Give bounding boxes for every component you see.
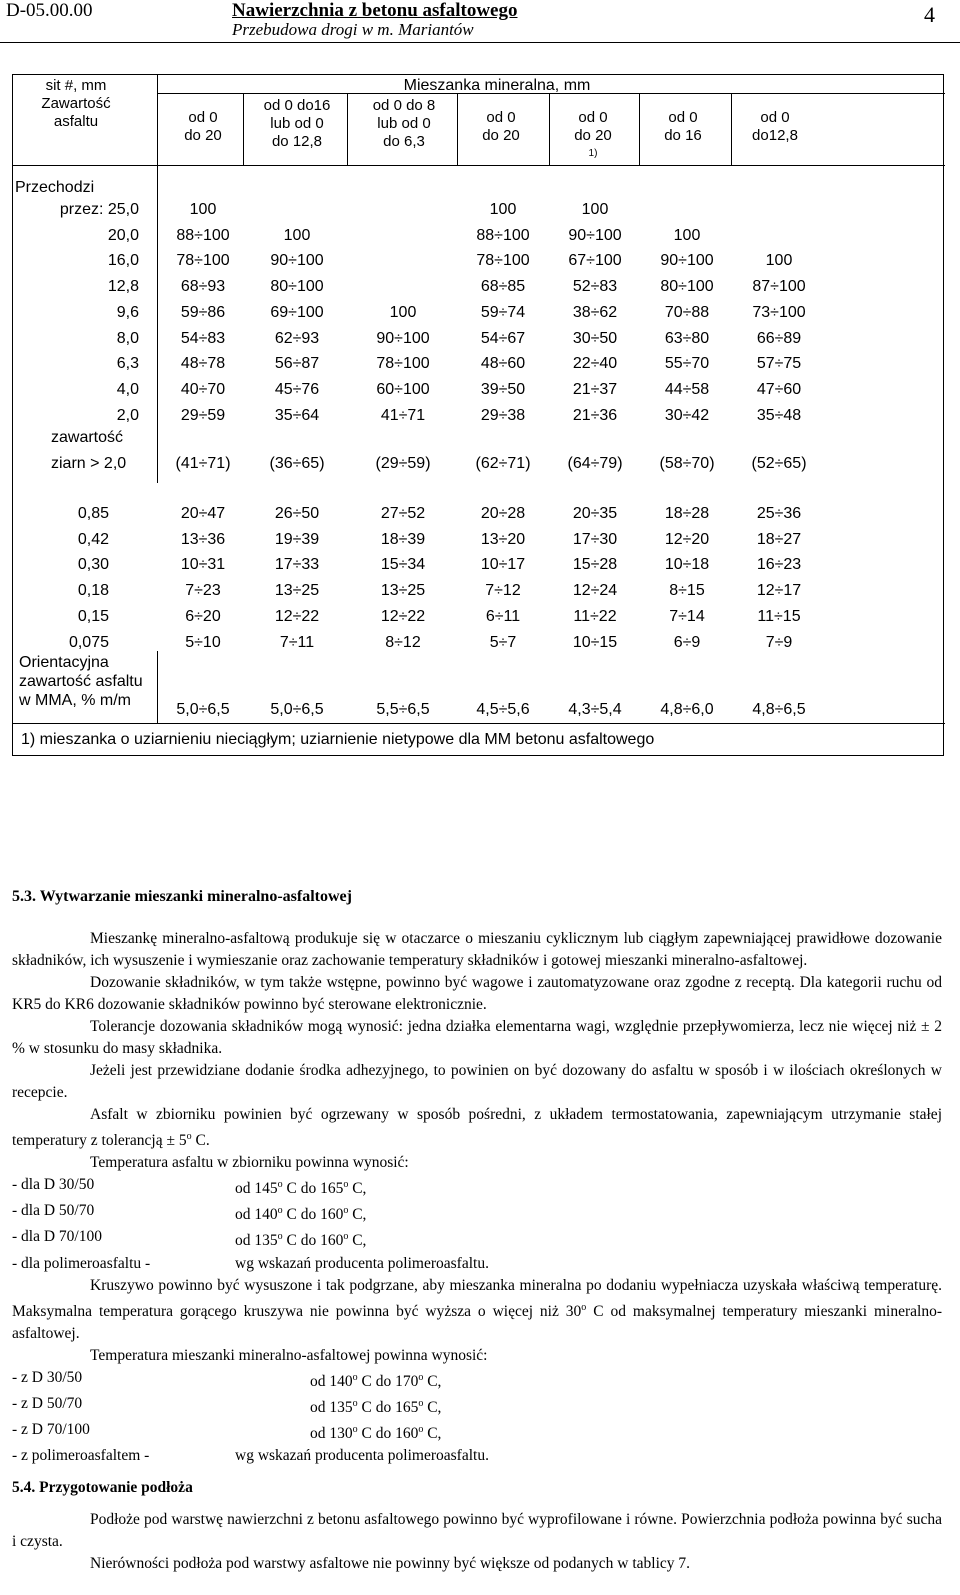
table-cell: 11÷22 <box>573 607 617 625</box>
table-cell: 12÷17 <box>756 582 802 600</box>
table-cell: 100 <box>581 201 609 218</box>
table-cell: 5÷7 <box>489 633 517 651</box>
temp-row: - z D 30/50 od 140$^o$ C do 170$^o$ C, <box>12 1368 442 1390</box>
table-cell: 66÷89 <box>756 329 802 347</box>
group-header: Mieszanka mineralna, mm <box>403 77 591 94</box>
table-cell: 68÷85 <box>480 278 526 296</box>
row-label: 0,18 <box>77 582 109 600</box>
mma-cell: 4,3÷5,4 <box>568 701 622 718</box>
table-cell: 12÷22 <box>380 607 426 625</box>
para-unevenness: Nierówności podłoża pod warstwy asfaltowe nie powinny być większe od podanych w tablicy 7. <box>90 1555 691 1573</box>
table-cell: 80÷100 <box>270 278 324 296</box>
temp-row: - dla D 70/100 od 135$^o$ C do 160$^o$ C, <box>12 1228 367 1250</box>
mma-cell: 5,0÷6,5 <box>270 701 324 718</box>
table-cell: 67÷100 <box>568 252 622 270</box>
table-cell: 48÷78 <box>180 355 226 373</box>
table-cell: 90÷100 <box>568 226 622 244</box>
table-cell: 41÷71 <box>380 406 426 424</box>
table-cell: 27÷52 <box>380 505 426 522</box>
grain-cell: (58÷70) <box>659 455 715 472</box>
table-cell: 17÷33 <box>274 556 320 574</box>
table-cell: 70÷88 <box>664 303 710 321</box>
row-label: 6,3 <box>116 355 139 373</box>
table-cell: 100 <box>389 303 417 321</box>
mma-cell: 5,0÷6,5 <box>176 701 230 718</box>
row-label: 2,0 <box>116 406 139 424</box>
table-cell: 7÷11 <box>279 633 315 651</box>
col-header-5: od 0 do 20 $^{1)}$ <box>574 109 612 159</box>
table-cell: 13÷25 <box>274 582 320 600</box>
row-label: 12,8 <box>107 278 139 296</box>
table-column-rule <box>457 93 458 165</box>
row-label: 8,0 <box>116 329 139 347</box>
table-cell: 100 <box>189 201 217 218</box>
table-cell: 29÷38 <box>480 406 526 424</box>
table-cell: 45÷76 <box>274 380 320 398</box>
table-cell: 78÷100 <box>376 355 430 373</box>
table-cell: 59÷86 <box>180 303 226 321</box>
table-cell: 38÷62 <box>572 303 618 321</box>
table-cell: 12÷20 <box>664 530 710 548</box>
table-cell: 100 <box>283 226 311 244</box>
table-cell: 87÷100 <box>752 278 806 296</box>
row-label: przez: 25,0 <box>59 201 139 218</box>
table-cell: 47÷60 <box>756 380 802 398</box>
table-cell: 88÷100 <box>176 226 230 244</box>
table-cell: 80÷100 <box>660 278 714 296</box>
temp-row: - z D 70/100 od 130$^o$ C do 160$^o$ C, <box>12 1421 442 1443</box>
row-label: 20,0 <box>107 226 139 244</box>
table-column-rule <box>157 75 158 165</box>
row-label: 0,30 <box>77 556 109 574</box>
table-cell: 60÷100 <box>376 380 430 398</box>
table-cell: 22÷40 <box>572 355 618 373</box>
table-cell: 35÷48 <box>756 406 802 424</box>
mma-cell: 4,8÷6,5 <box>752 701 806 718</box>
page-header <box>0 0 960 44</box>
table-cell: 35÷64 <box>274 406 320 424</box>
spec-code: D-05.00.00 <box>6 0 93 21</box>
poly-asphalt-row: - dla polimeroasfaltu - wg wskazań producenta polimeroasfaltu. <box>12 1254 489 1272</box>
header-rule <box>0 42 960 43</box>
table-cell: 19÷39 <box>274 530 320 548</box>
table-cell: 44÷58 <box>664 380 710 398</box>
grain-cell: (52÷65) <box>751 455 807 472</box>
table-cell: 40÷70 <box>180 380 226 398</box>
table-row-rule <box>13 723 945 724</box>
table-cell: 17÷30 <box>572 530 618 548</box>
table-cell: 7÷23 <box>185 582 221 600</box>
grain-cell: (36÷65) <box>269 455 325 472</box>
para-base: Podłoże pod warstwę nawierzchni z betonu asfaltowego powinno być wyprofilowane i równe. Powierzchnia podłoża powinna być sucha i czysta. <box>12 1511 942 1551</box>
row-label: 9,6 <box>116 303 139 321</box>
temp-row: - dla D 50/70 od 140$^o$ C do 160$^o$ C, <box>12 1202 367 1224</box>
table-cell: 90÷100 <box>376 329 430 347</box>
para-asphalt-temp: Temperatura asfaltu w zbiorniku powinna wynosić: <box>90 1154 409 1172</box>
table-cell: 18÷27 <box>756 530 802 548</box>
table-column-rule <box>157 165 158 483</box>
table-cell: 7÷14 <box>669 607 705 625</box>
col-header-1: od 0 do 20 <box>184 109 222 144</box>
table-column-rule <box>731 93 732 165</box>
table-cell: 13÷20 <box>480 530 526 548</box>
heading-5-3: 5.3. Wytwarzanie mieszanki mineralno-asfaltowej <box>12 888 352 905</box>
table-cell: 11÷15 <box>757 607 801 625</box>
table-cell: 25÷36 <box>756 505 802 522</box>
table-cell: 8÷15 <box>669 582 705 600</box>
table-cell: 30÷50 <box>572 329 618 347</box>
table-cell: 73÷100 <box>752 303 806 321</box>
table-cell: 39÷50 <box>480 380 526 398</box>
table-cell: 62÷93 <box>274 329 320 347</box>
section-5-3 <box>12 886 942 1575</box>
project-subtitle: Przebudowa drogi w m. Mariantów <box>232 20 474 39</box>
table-cell: 8÷12 <box>385 633 421 651</box>
table-column-rule <box>157 651 158 723</box>
table-cell: 15÷28 <box>572 556 618 574</box>
table-row-rule <box>157 93 945 94</box>
table-cell: 88÷100 <box>476 226 530 244</box>
table-cell: 26÷50 <box>274 505 320 522</box>
table-cell: 29÷59 <box>180 406 226 424</box>
table-cell: 10÷15 <box>572 633 618 651</box>
table-cell: 54÷83 <box>180 329 226 347</box>
table-cell: 12÷22 <box>274 607 320 625</box>
row-label: 4,0 <box>116 380 139 398</box>
table-cell: 52÷83 <box>572 278 618 296</box>
table-cell: 100 <box>489 201 517 218</box>
col-header-7: od 0 do12,8 <box>752 109 798 144</box>
para-aggregate: Kruszywo powinno być wysuszone i tak podgrzane, aby mieszanka mineralna po dodaniu wypełniacza uzyskała właściwą temperaturę. Maksymalna temperatura gorącego kruszywa nie powinna być wyższa o więcej niż 30$^o$ C od maksymalnej temperatury mieszanki mineralno-asfaltowej. <box>12 1276 942 1342</box>
para-mix-temp: Temperatura mieszanki mineralno-asfaltowej powinna wynosić: <box>90 1346 488 1364</box>
table-cell: 48÷60 <box>480 355 526 373</box>
table-cell: 6÷11 <box>485 607 521 625</box>
table-cell: 57÷75 <box>756 355 802 373</box>
para-dosing: Dozowanie składników, w tym także wstępne, powinno być wagowe i zautomatyzowane oraz zgodne z receptą. Dla kategorii ruchu od KR5 do KR6 dozowanie składników powinno być sterowane elektronicznie. <box>12 974 942 1013</box>
pass-label: Przechodzi <box>15 179 95 196</box>
para-asphalt-heating: Asfalt w zbiorniku powinien być ogrzewany w sposób pośredni, z układem termostatowania, zapewniającym utrzymanie stałej temperatury z tolerancją ± $5^o$ C. <box>12 1106 942 1150</box>
table-cell: 68÷93 <box>180 278 226 296</box>
mix-temp-list <box>12 1367 942 1445</box>
table-cell: 18÷28 <box>664 505 710 522</box>
table-cell: 69÷100 <box>270 303 324 321</box>
table-cell: 10÷31 <box>180 556 226 574</box>
table-cell: 12÷24 <box>572 582 618 600</box>
table-cell: 90÷100 <box>270 252 324 270</box>
table-cell: 100 <box>673 226 701 244</box>
table-cell: 90÷100 <box>660 252 714 270</box>
table-cell: 63÷80 <box>664 329 710 347</box>
table-cell: 6÷9 <box>673 633 701 651</box>
col-header-6: od 0 do 16 <box>664 109 702 144</box>
col-header-2: od 0 do16 lub od 0 do 12,8 <box>263 97 331 150</box>
table-cell: 20÷47 <box>180 505 226 522</box>
table-cell: 13÷36 <box>180 530 226 548</box>
col-header-4: od 0 do 20 <box>482 109 520 144</box>
corner-header: sit #, mm Zawartość asfaltu <box>41 77 111 130</box>
table-cell: 20÷35 <box>572 505 618 522</box>
table-column-rule <box>243 93 244 165</box>
table-cell: 21÷36 <box>572 406 618 424</box>
table-cell: 21÷37 <box>572 380 618 398</box>
table-cell: 55÷70 <box>664 355 710 373</box>
row-label: 0,85 <box>77 505 109 522</box>
table-cell: 13÷25 <box>380 582 426 600</box>
grain-cell: (29÷59) <box>375 455 431 472</box>
table-column-rule <box>549 93 550 165</box>
table-cell: 18÷39 <box>380 530 426 548</box>
mma-label: Orientacyjna zawartość asfaltu w MMA, % m/m <box>19 654 143 709</box>
table-cell: 59÷74 <box>480 303 526 321</box>
table-cell: 30÷42 <box>664 406 710 424</box>
table-cell: 15÷34 <box>380 556 426 574</box>
row-label: 0,42 <box>77 530 109 548</box>
grain-cell: (64÷79) <box>567 455 623 472</box>
grain-cell: (41÷71) <box>175 455 231 472</box>
table-cell: 10÷18 <box>664 556 710 574</box>
grading-table <box>12 74 944 756</box>
para-adhesion: Jeżeli jest przewidziane dodanie środka adhezyjnego, to powinien on być dozowany do asfaltu w sposób i w ilościach określonych w recepcie. <box>12 1062 942 1101</box>
temp-row: - dla D 30/50 od 145$^o$ C do 165$^o$ C, <box>12 1176 367 1198</box>
table-cell: 16÷23 <box>756 556 802 574</box>
row-label: 0,15 <box>77 607 109 625</box>
row-label: 0,075 <box>68 633 109 651</box>
para-tolerance: Tolerancje dozowania składników mogą wynosić: jedna działka elementarna wagi, względnie przepływomierza, lecz nie więcej niż ± 2 % w stosunku do masy składnika. <box>12 1018 942 1057</box>
table-cell: 5÷10 <box>185 633 221 651</box>
mma-cell: 4,8÷6,0 <box>660 701 714 718</box>
table-cell: 10÷17 <box>480 556 526 574</box>
grain-cell: (62÷71) <box>475 455 531 472</box>
table-cell: 7÷12 <box>485 582 521 600</box>
table-cell: 100 <box>765 252 793 270</box>
grain-label-2: ziarn > 2,0 <box>51 455 127 472</box>
poly-mix-row: - z polimeroasfaltem - wg wskazań producenta polimeroasfaltu. <box>12 1447 489 1465</box>
table-footnote: 1) mieszanka o uziarnieniu nieciągłym; uziarnienie nietypowe dla MM betonu asfaltowego <box>21 731 655 748</box>
table-row-rule <box>13 165 945 166</box>
row-label: 16,0 <box>107 252 139 270</box>
table-cell: 6÷20 <box>185 607 221 625</box>
table-cell: 20÷28 <box>480 505 526 522</box>
para-production: Mieszankę mineralno-asfaltową produkuje się w otaczarce o mieszaniu cyklicznym lub ciągłym zapewniającej prawidłowe dozowanie składników, ich wysuszenie i wymieszanie oraz zachowanie temperatury składników i gotowej mieszanki mineralno-asfaltowej. <box>12 930 942 969</box>
asphalt-temp-list <box>12 1174 942 1252</box>
table-cell: 7÷9 <box>765 633 793 651</box>
table-cell: 54÷67 <box>480 329 526 347</box>
table-cell: 56÷87 <box>274 355 320 373</box>
grain-label-1: zawartość <box>51 429 124 446</box>
heading-5-4: 5.4. Przygotowanie podłoża <box>12 1479 193 1497</box>
col-header-3: od 0 do 8 lub od 0 do 6,3 <box>372 97 436 150</box>
table-cell: 78÷100 <box>476 252 530 270</box>
mma-cell: 4,5÷5,6 <box>476 701 530 718</box>
mma-cell: 5,5÷6,5 <box>376 701 430 718</box>
table-column-rule <box>347 93 348 165</box>
temp-row: - z D 50/70 od 135$^o$ C do 165$^o$ C, <box>12 1394 442 1417</box>
table-column-rule <box>639 93 640 165</box>
table-cell: 78÷100 <box>176 252 230 270</box>
page-number: 4 <box>924 2 935 27</box>
spec-title: Nawierzchnia z betonu asfaltowego <box>232 0 518 21</box>
